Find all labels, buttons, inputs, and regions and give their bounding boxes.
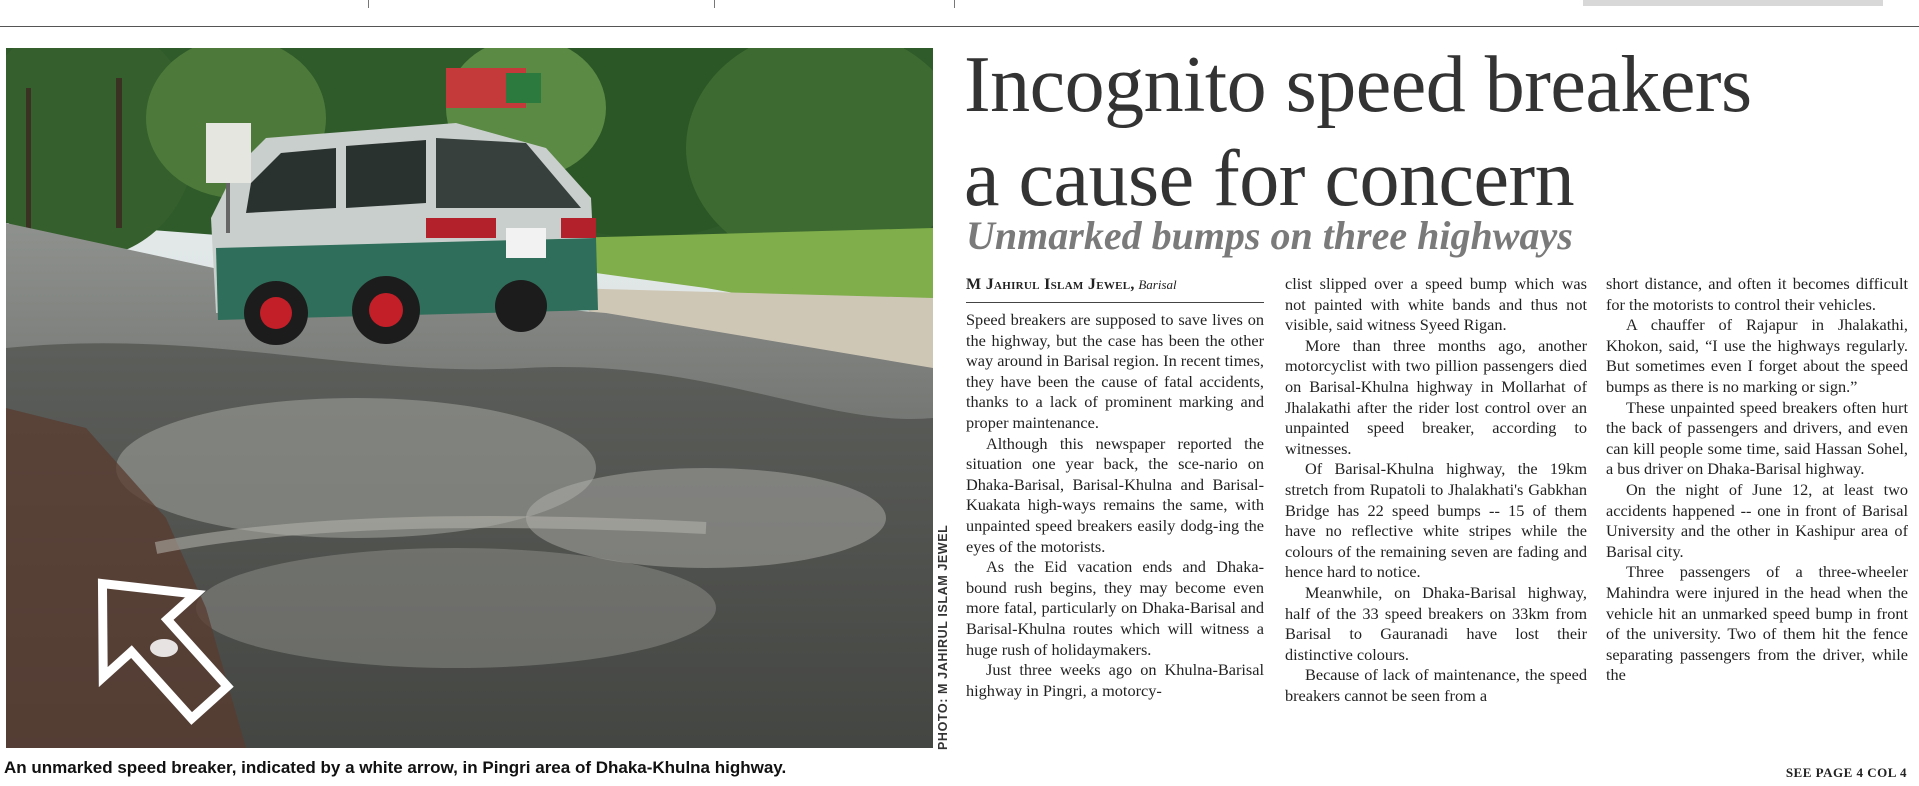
article-column-2 bbox=[1285, 274, 1587, 786]
top-bar bbox=[1583, 0, 1883, 6]
paragraph: Of Barisal-Khulna highway, the 19km stretch from Rupatoli to Jhalakhati's Gabkhan Bridge has 22 speed bumps -- 15 of them have no reflective white stripes while the colours of the remaining seven are fading and hence hard to notice. bbox=[1285, 459, 1587, 582]
paragraph: Three passengers of a three-wheeler Mahindra were injured in the head when the vehicle hit an unmarked speed bump in front of the university. Two of them hit the fence separating passengers from the driver, while the bbox=[1606, 562, 1908, 685]
paragraph: As the Eid vacation ends and Dhaka-bound rush begins, they may become even more fatal, particularly on Dhaka-Barisal and Barisal-Khulna routes which will witness a huge rush of holidaymakers. bbox=[966, 557, 1264, 659]
headline-line-2: a cause for concern bbox=[964, 135, 1575, 223]
top-divider bbox=[714, 0, 715, 8]
photo-credit bbox=[932, 520, 954, 750]
photo-caption: An unmarked speed breaker, indicated by a white arrow, in Pingri area of Dhaka-Khulna highway. bbox=[4, 758, 787, 777]
byline-name: M Jahirul Islam Jewel, bbox=[966, 276, 1135, 293]
paragraph: Just three weeks ago on Khulna-Barisal highway in Pingri, a motorcy- bbox=[966, 660, 1264, 700]
paragraph: Meanwhile, on Dhaka-Barisal highway, half of the 33 speed breakers on 33km from Barisal to Gauranadi have lost their distinctive colours. bbox=[1285, 582, 1587, 664]
paragraph: Speed breakers are supposed to save lives on the highway, but the case has been the other way around in Barisal region. In recent times, they have been the cause of fatal accidents, thanks to a lack of prominent marking and proper maintenance. bbox=[966, 310, 1264, 432]
page-rule bbox=[0, 26, 1919, 27]
continuation-note: SEE PAGE 4 COL 4 bbox=[1785, 765, 1907, 780]
paragraph: short distance, and often it becomes difficult for the motorists to control their vehicles. bbox=[1606, 274, 1908, 314]
highway-photo-illustration bbox=[6, 48, 933, 748]
paragraph: A chauffer of Rajapur in Jhalakathi, Khokon, said, “I use the highways regularly. But sometimes even I forget about the speed bumps as there is no marking or sign.” bbox=[1606, 315, 1908, 396]
paragraph: Although this newspaper reported the situation one year back, the sce-nario on Dhaka-Barisal, Barisal-Khulna and Barisal-Kuakata high-ways remains the same, with unpainted speed breakers easily dodg-ing the eyes of the motorists. bbox=[966, 433, 1264, 556]
article-photo bbox=[6, 48, 933, 748]
article-column-1 bbox=[966, 310, 1264, 786]
byline bbox=[966, 276, 1266, 294]
paragraph: On the night of June 12, at least two accidents happened -- one in front of Barisal University and the other in Kashipur area of Barisal city. bbox=[1606, 479, 1908, 561]
article-column-3 bbox=[1606, 274, 1908, 764]
byline-location: Barisal bbox=[1138, 277, 1177, 292]
subheadline: Unmarked bumps on three highways bbox=[966, 213, 1573, 258]
byline-rule bbox=[966, 302, 1264, 303]
headline bbox=[964, 38, 1904, 226]
top-divider bbox=[368, 0, 369, 8]
paragraph: These unpainted speed breakers often hurt the back of passengers and drivers, and even can kill people some time, said Hassan Sohel, a bus driver on Dhaka-Barisal highway. bbox=[1606, 397, 1908, 479]
paragraph: Because of lack of maintenance, the speed breakers cannot be seen from a bbox=[1285, 665, 1587, 705]
paragraph: clist slipped over a speed bump which was not painted with white bands and thus not visible, said witness Syeed Rigan. bbox=[1285, 274, 1587, 335]
top-strip bbox=[0, 0, 1919, 8]
paragraph: More than three months ago, another motorcyclist with two pillion passengers died on Barisal-Khulna highway in Mollarhat of Jhalakathi after the rider lost control over an unpainted speed breaker, according to witnesses. bbox=[1285, 335, 1587, 458]
top-divider bbox=[954, 0, 955, 8]
headline-line-1: Incognito speed breakers bbox=[964, 41, 1752, 129]
photo-credit-text: PHOTO: M JAHIRUL ISLAM JEWEL bbox=[936, 524, 950, 750]
